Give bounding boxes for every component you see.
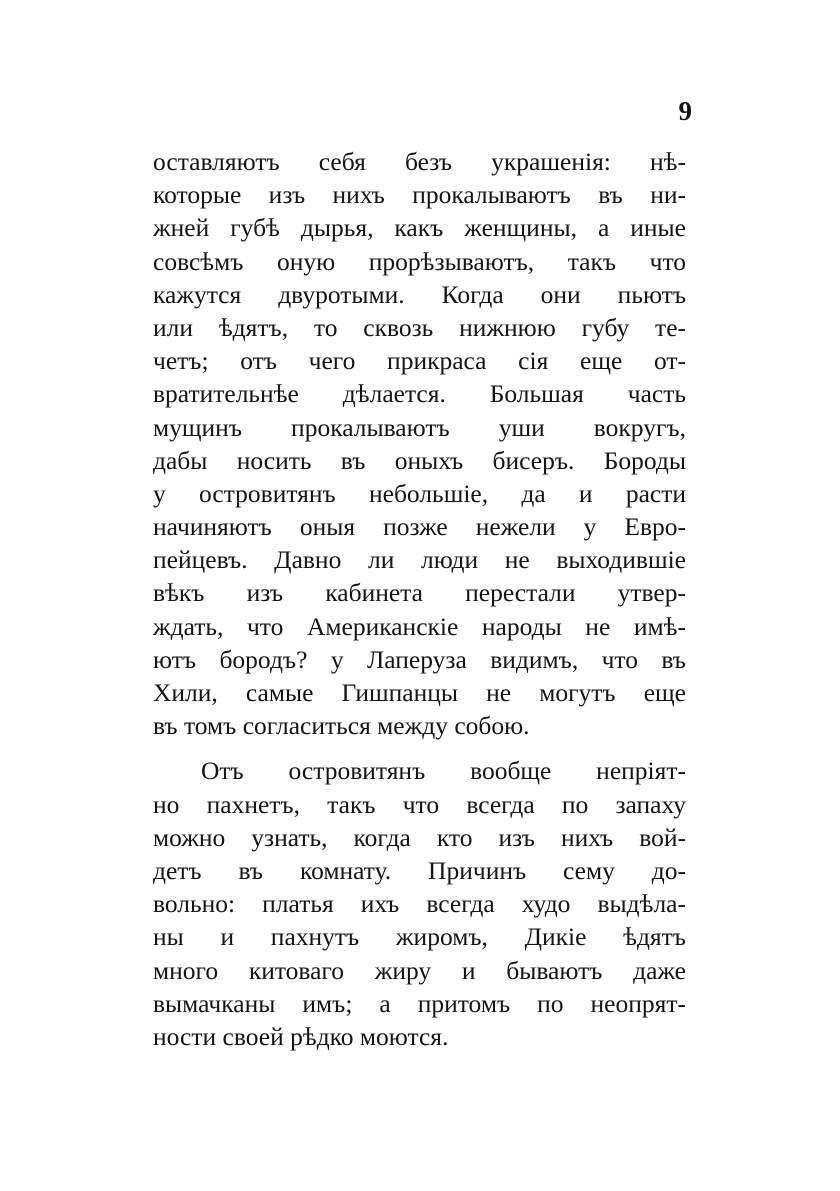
text-line: вымачканы имъ; а притомъ по неопрят- xyxy=(153,988,686,1018)
text-line: много китоваго жиру и бываютъ даже xyxy=(153,955,686,985)
text-line: кажутся двуротыми. Когда они пьютъ xyxy=(153,279,686,309)
text-line: вѣкъ изъ кабинета перестали утвер- xyxy=(153,578,686,608)
text-line: оставляютъ себя безъ украшенія: нѣ- xyxy=(153,147,686,176)
text-line: Отъ островитянъ вообще непріят- xyxy=(201,756,686,786)
text-line: мущинъ прокалываютъ уши вокругъ, xyxy=(153,412,686,442)
text-line: ны и пахнутъ жиромъ, Дикіе ѣдятъ xyxy=(153,922,686,952)
text-line: пейцевъ. Давно ли люди не выходившіе xyxy=(153,545,686,575)
paragraph xyxy=(153,754,686,1053)
text-line: начиняютъ оныя позже нежели у Евро- xyxy=(153,512,686,542)
text-line: которые изъ нихъ прокалываютъ въ ни- xyxy=(153,180,686,210)
text-line: ности своей рѣдко моются. xyxy=(153,1021,449,1051)
paragraph-gap xyxy=(153,742,686,754)
text-line: совсѣмъ оную прорѣзываютъ, такъ что xyxy=(153,246,686,276)
text-line: можно узнать, когда кто изъ нихъ вой- xyxy=(153,822,686,852)
text-line: вольно: платья ихъ всегда худо выдѣла- xyxy=(153,889,686,919)
text-line: ждать, что Американскіе народы не имѣ- xyxy=(153,611,686,641)
text-line: Хили, самые Гишпанцы не могутъ еще xyxy=(153,678,686,707)
body-text xyxy=(153,145,686,1053)
text-line: жней губѣ дырья, какъ женщины, а иные xyxy=(153,213,686,243)
text-line: или ѣдятъ, то сквозь нижнюю губу те- xyxy=(153,312,686,342)
text-line: дабы носить въ оныхъ бисеръ. Бороды xyxy=(153,445,686,475)
text-line: въ томъ согласиться между собою. xyxy=(153,711,530,741)
text-line: вратительнѣе дѣлается. Большая часть xyxy=(153,379,686,409)
text-line: четъ; отъ чего прикраса сія еще от- xyxy=(153,346,686,376)
text-line: у островитянъ небольшіе, да и расти xyxy=(153,478,686,508)
page-number: 9 xyxy=(678,96,692,126)
paragraph xyxy=(153,145,686,742)
text-line: ютъ бородъ? у Лаперуза видимъ, что въ xyxy=(153,644,686,674)
text-line: но пахнетъ, такъ что всегда по запаху xyxy=(153,789,686,819)
text-line: детъ въ комнату. Причинъ сему до- xyxy=(153,855,686,885)
